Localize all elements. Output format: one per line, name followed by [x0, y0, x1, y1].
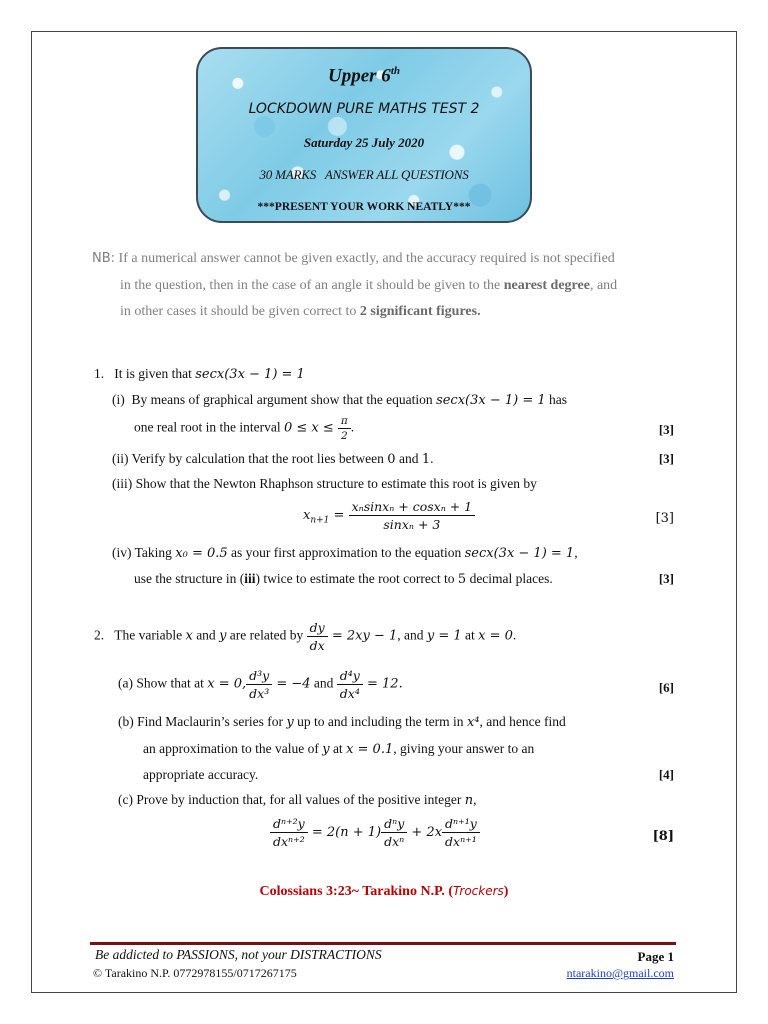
test-marks: 30 MARKS ANSWER ALL QUESTIONS	[259, 167, 469, 182]
mark-q1-i: [3]	[658, 422, 674, 437]
mark-q1-ii: [3]	[658, 451, 674, 466]
question-2-part-b: (b) Find Maclaurin’s series for y up to and including the term in x⁴, and hence find	[118, 714, 566, 730]
induction-formula: $\frac{\text{dⁿ⁺²y}}{\text{dxⁿ⁺²}}$ = 2(n + 1) $\frac{\text{dⁿy}}{\text{dxⁿ}}$ + 2x $\frac{\text{dⁿ⁺¹y}}{\text{dxⁿ⁺¹}}$	[270, 816, 480, 849]
mark-q2-a: [6]	[658, 680, 674, 695]
question-1-part-iii: (iii) Show that the Newton Rhaphson structure to estimate this root is given by	[112, 476, 537, 491]
footer-copyright: © Tarakino N.P. 0772978155/0717267175	[93, 966, 297, 980]
class-title: Upper 6th	[328, 65, 400, 87]
footer-motto: Be addicted to PASSIONS, not your DISTRACTIONS	[95, 947, 382, 962]
mark-q1-iv: [3]	[658, 571, 674, 586]
question-1-part-i-line2: one real root in the interval 0 ≤ x ≤ $\frac{\pi}{2}$ .	[134, 415, 355, 442]
nb-instructions: NB: If a numerical answer cannot be given exactly, and the accuracy required is not specified in the question, then in the case of an angle it should be given to the nearest degree, and in other cases it should be given correct to 2 significant figures.	[92, 251, 618, 319]
question-2-part-b-line3: appropriate accuracy.	[143, 767, 259, 782]
question-1-part-iv: (iv) Taking x₀ = 0.5 as your first approximation to the equation secx(3x − 1) = 1,	[112, 545, 578, 561]
page-number: Page 1	[637, 949, 674, 964]
mark-q2-b: [4]	[658, 767, 674, 782]
question-2-part-c: (c) Prove by induction that, for all values of the positive integer n,	[118, 792, 477, 808]
footer-divider	[90, 942, 676, 945]
question-1-intro: 1. It is given that secx(3x − 1) = 1	[94, 366, 305, 382]
question-2-part-b-line2: an approximation to the value of y at x = 0.1, giving your answer to an	[143, 741, 535, 757]
test-date: Saturday 25 July 2020	[303, 135, 425, 150]
mark-q2-c: [8]	[652, 829, 674, 844]
question-1-part-i: (i) By means of graphical argument show that the equation secx(3x − 1) = 1 has	[112, 392, 568, 408]
mark-q1-iii: [3]	[655, 511, 674, 526]
title-banner	[196, 47, 532, 223]
question-2-intro: 2. The variable x and y are related by $\frac{dy}{dx}$ = 2xy − 1, and y = 1 at x = 0.	[94, 620, 517, 653]
question-1-part-iv-line2: use the structure in (iii) twice to estimate the root correct to 5 decimal places.	[134, 571, 553, 587]
question-1-part-ii: (ii) Verify by calculation that the root lies between 0 and 1.	[112, 451, 434, 467]
question-2-part-a: (a) Show that at x = 0, $\frac{\text{d³y}}{\text{dx³}}$ = −4 and $\frac{\text{d⁴y}}{\text{dx⁴}}$ = 12.	[118, 668, 403, 701]
test-title: LOCKDOWN PURE MATHS TEST 2	[248, 101, 480, 117]
email-link[interactable]: ntarakino@gmail.com	[566, 966, 674, 980]
newton-raphson-formula: $x_{n+1}$ = $\frac{\text{xₙsinxₙ + cosxₙ + 1}}{\text{sinxₙ + 3}}$	[303, 499, 475, 532]
neatness-note: ***PRESENT YOUR WORK NEATLY***	[257, 201, 471, 213]
verse-line: Colossians 3:23~ Tarakino N.P. (Trockers)	[259, 884, 509, 899]
